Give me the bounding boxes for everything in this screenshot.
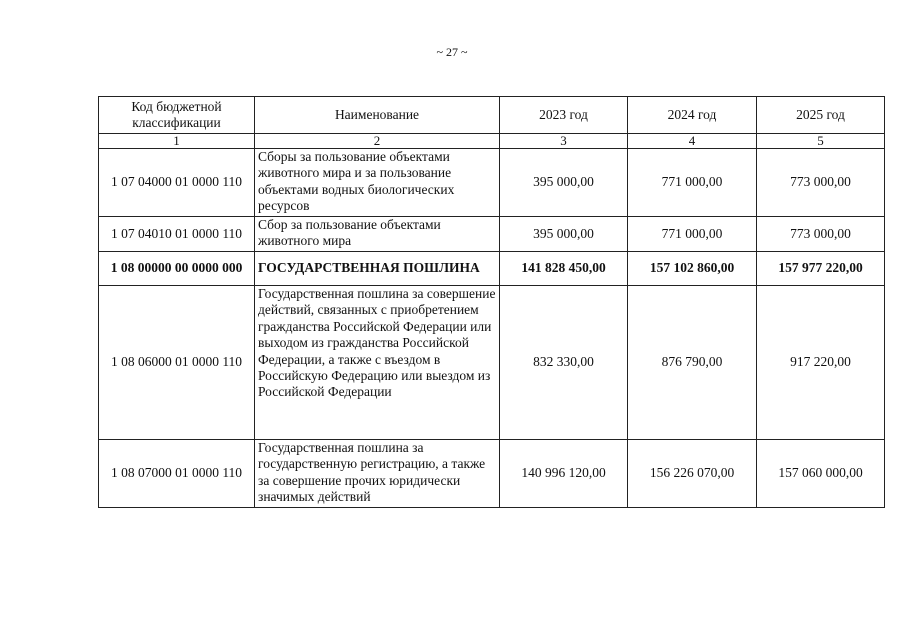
value-2024: 876 790,00 bbox=[628, 286, 757, 440]
item-name: Государственная пошлина за совершение действий, связанных с приобретением гражданства Российской Федерации или выходом из гражданства Российской Федерации, а также с въездом в Российскую Федерацию или выездом из Российской Федерации bbox=[255, 286, 500, 440]
value-2023: 141 828 450,00 bbox=[500, 252, 628, 286]
value-2023: 395 000,00 bbox=[500, 149, 628, 217]
value-2025: 773 000,00 bbox=[757, 149, 885, 217]
budget-code: 1 08 00000 00 0000 000 bbox=[99, 252, 255, 286]
value-2023: 140 996 120,00 bbox=[500, 440, 628, 508]
value-2024: 157 102 860,00 bbox=[628, 252, 757, 286]
column-number: 5 bbox=[757, 134, 885, 149]
table-row bbox=[99, 217, 885, 252]
header-row bbox=[99, 97, 885, 134]
item-name: ГОСУДАРСТВЕННАЯ ПОШЛИНА bbox=[255, 252, 500, 286]
budget-table bbox=[98, 96, 885, 508]
header-code: Код бюджетной классификации bbox=[99, 97, 255, 134]
table-row bbox=[99, 149, 885, 217]
budget-code: 1 07 04000 01 0000 110 bbox=[99, 149, 255, 217]
header-2024: 2024 год bbox=[628, 97, 757, 134]
value-2023: 832 330,00 bbox=[500, 286, 628, 440]
item-name: Государственная пошлина за государственную регистрацию, а также за совершение прочих юридически значимых действий bbox=[255, 440, 500, 508]
item-name: Сборы за пользование объектами животного мира и за пользование объектами водных биологических ресурсов bbox=[255, 149, 500, 217]
column-number: 1 bbox=[99, 134, 255, 149]
value-2025: 157 977 220,00 bbox=[757, 252, 885, 286]
header-name: Наименование bbox=[255, 97, 500, 134]
column-number: 3 bbox=[500, 134, 628, 149]
column-number: 2 bbox=[255, 134, 500, 149]
value-2025: 157 060 000,00 bbox=[757, 440, 885, 508]
table-row-total bbox=[99, 252, 885, 286]
budget-code: 1 07 04010 01 0000 110 bbox=[99, 217, 255, 252]
page-number: ~ 27 ~ bbox=[436, 45, 468, 59]
budget-code: 1 08 07000 01 0000 110 bbox=[99, 440, 255, 508]
value-2024: 156 226 070,00 bbox=[628, 440, 757, 508]
value-2023: 395 000,00 bbox=[500, 217, 628, 252]
value-2024: 771 000,00 bbox=[628, 217, 757, 252]
value-2025: 773 000,00 bbox=[757, 217, 885, 252]
table-row bbox=[99, 286, 885, 440]
value-2025: 917 220,00 bbox=[757, 286, 885, 440]
column-number: 4 bbox=[628, 134, 757, 149]
item-name: Сбор за пользование объектами животного мира bbox=[255, 217, 500, 252]
table-row bbox=[99, 440, 885, 508]
header-2025: 2025 год bbox=[757, 97, 885, 134]
header-2023: 2023 год bbox=[500, 97, 628, 134]
column-number-row bbox=[99, 134, 885, 149]
value-2024: 771 000,00 bbox=[628, 149, 757, 217]
budget-code: 1 08 06000 01 0000 110 bbox=[99, 286, 255, 440]
